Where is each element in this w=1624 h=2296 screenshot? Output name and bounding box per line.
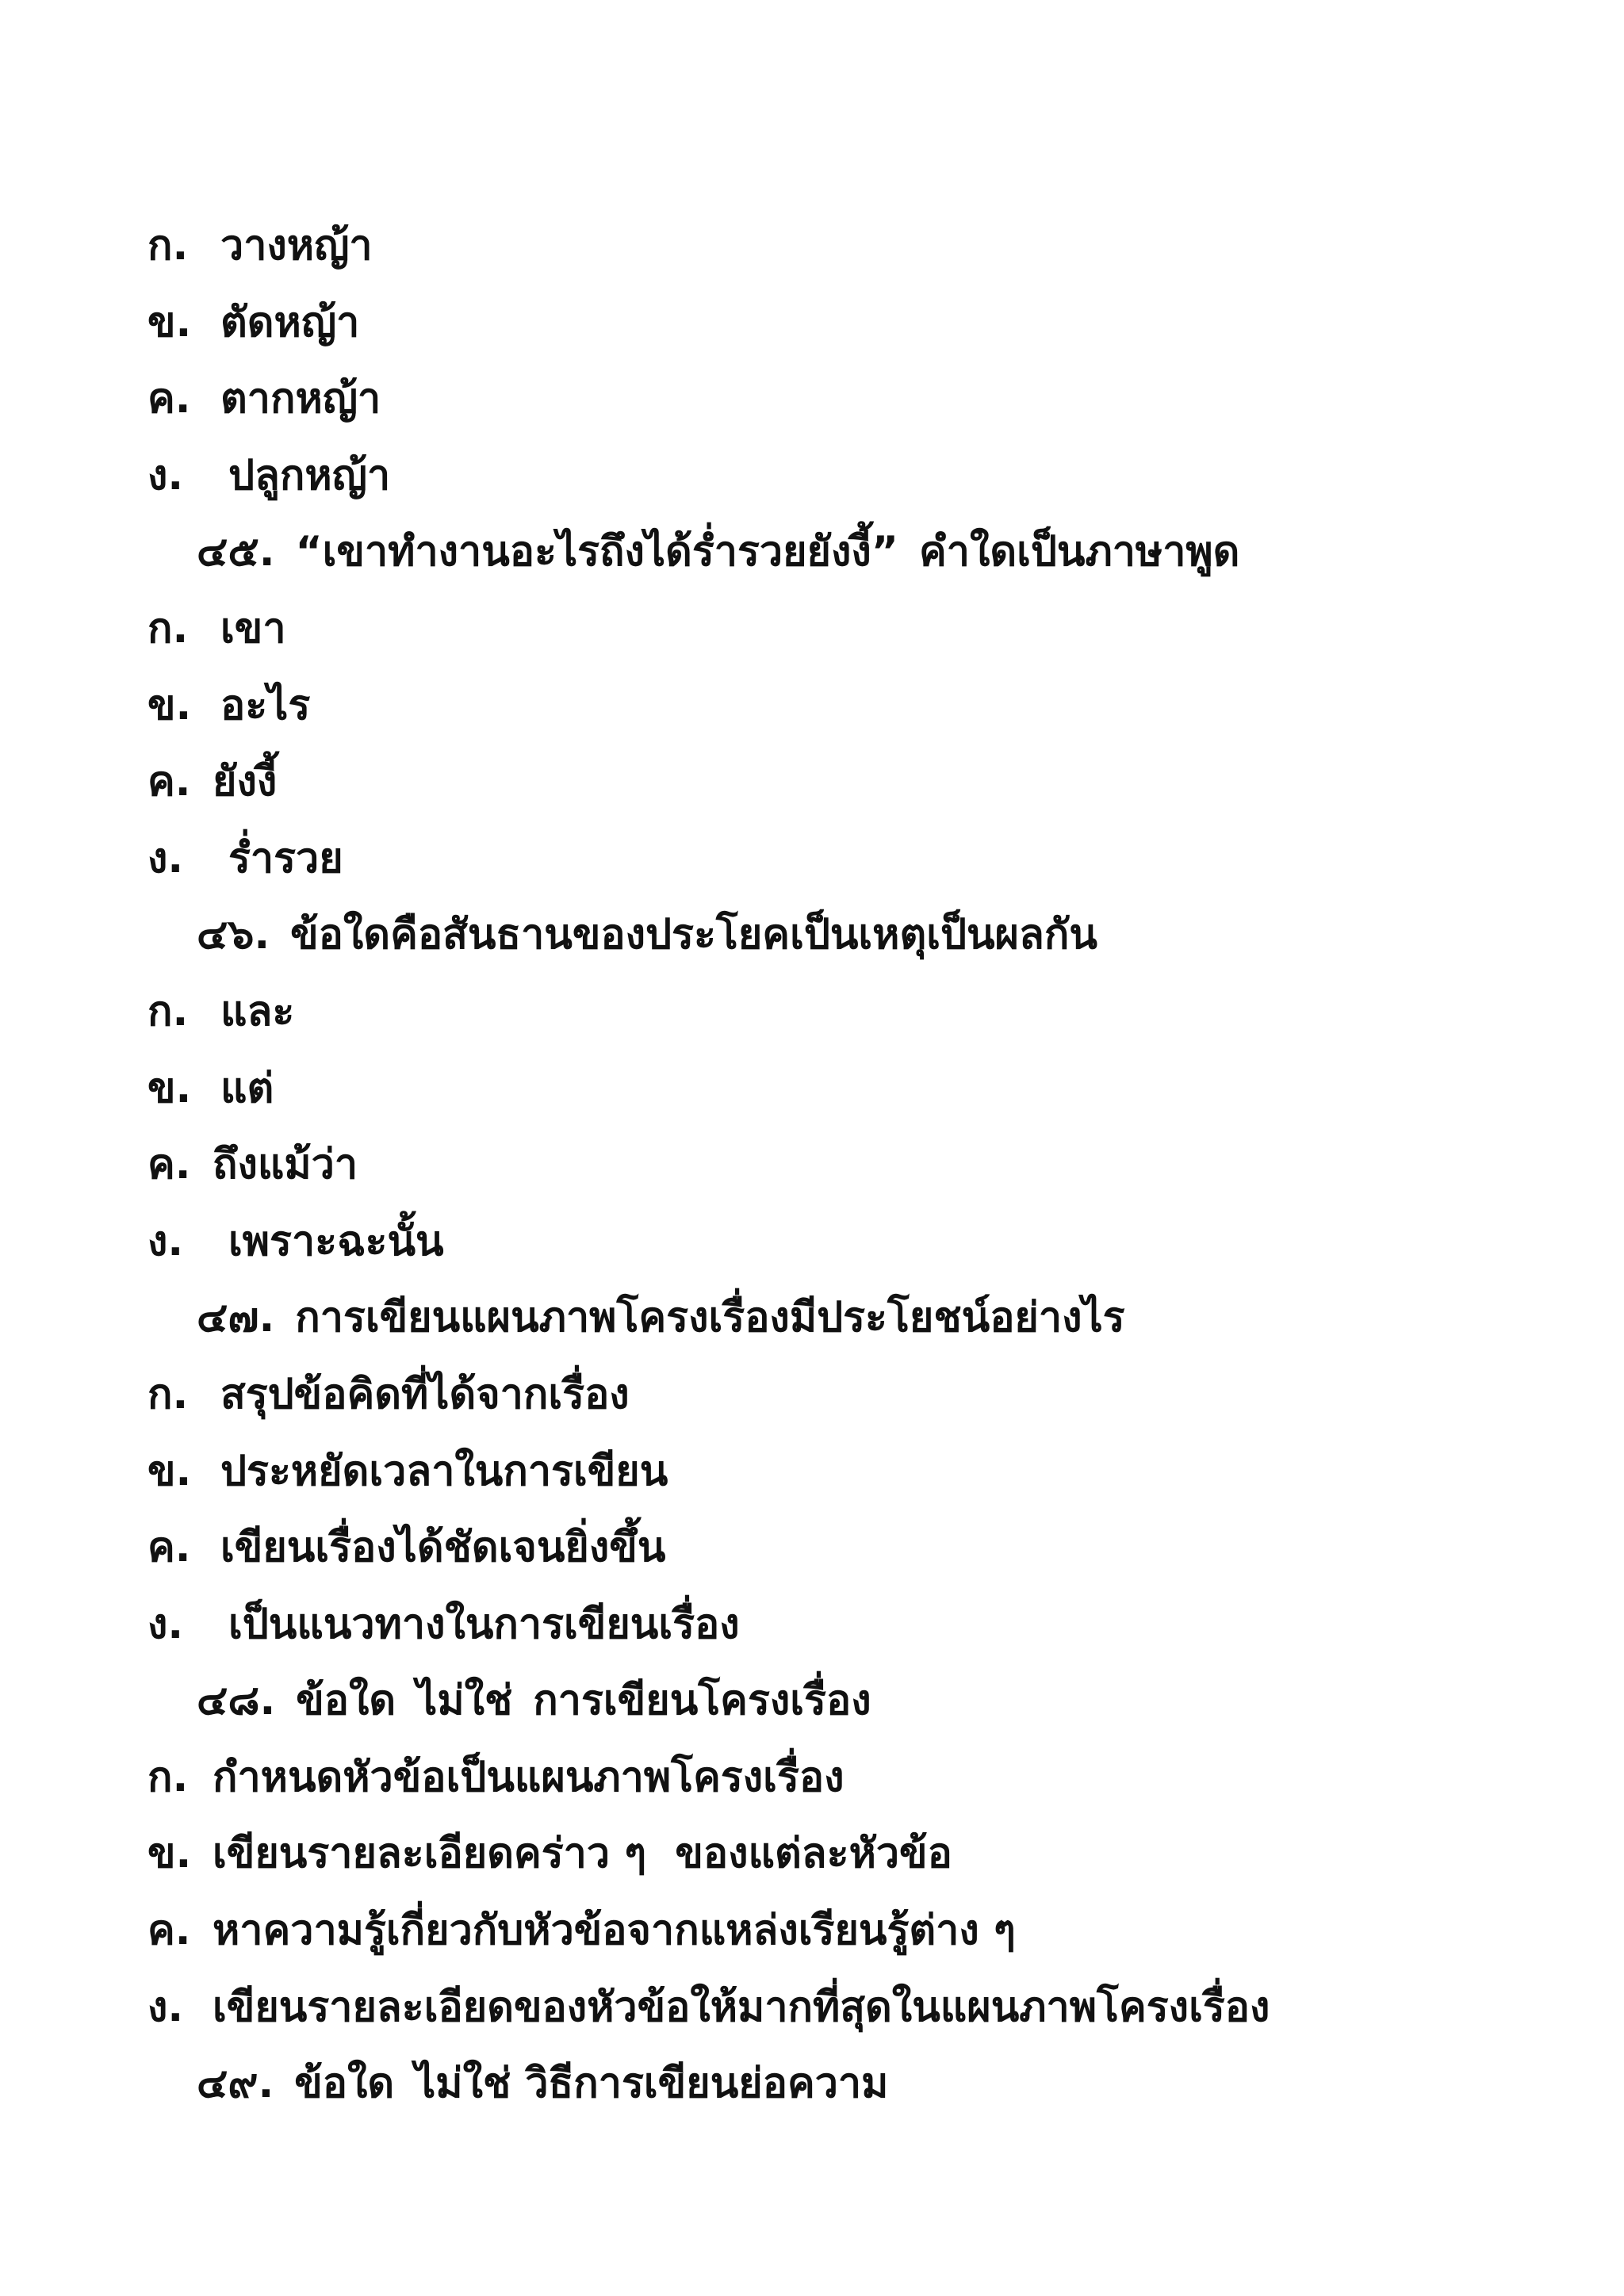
q44-option-b <box>147 285 1543 362</box>
option-text: หาความรู้เกี่ยวกับหัวข้อจากแหล่งเรียนรู้ต่าง ๆ <box>213 1907 1016 1955</box>
q46-option-a <box>147 974 1543 1050</box>
option-text: เขียนรายละเอียดของหัวข้อให้มากที่สุดในแผนภาพโครงเรื่อง <box>213 1983 1270 2031</box>
option-text: วางหญ้า <box>220 222 373 270</box>
option-label: ก. <box>147 222 189 270</box>
question-text: คำใดเป็นภาษาพูด <box>918 528 1240 576</box>
q48-option-d <box>147 1969 1543 2046</box>
question-45 <box>147 514 1543 591</box>
option-text: ตัดหญ้า <box>220 298 360 346</box>
option-label: ง. <box>147 451 184 499</box>
option-text: ร่ำรวย <box>228 834 343 882</box>
q44-option-a <box>147 208 1543 285</box>
option-text: กำหนดหัวข้อเป็นแผนภาพโครงเรื่อง <box>213 1753 845 1801</box>
option-label: ค. <box>147 758 191 806</box>
option-text: และ <box>220 987 295 1035</box>
question-text-part3: การเขียนโครงเรื่อง <box>533 1677 871 1725</box>
option-label: ง. <box>147 1217 184 1265</box>
option-label: ข. <box>147 1447 192 1495</box>
q48-option-a <box>147 1739 1543 1816</box>
option-text: ตากหญ้า <box>220 375 381 423</box>
q47-option-b <box>147 1433 1543 1510</box>
q46-option-c <box>147 1127 1543 1203</box>
question-number: ๔๗. <box>197 1294 275 1342</box>
q45-option-d <box>147 821 1543 897</box>
q44-option-c <box>147 361 1543 438</box>
option-text: เขียนเรื่องได้ชัดเจนยิ่งขึ้น <box>220 1524 666 1572</box>
q45-option-a <box>147 591 1543 668</box>
q48-option-c <box>147 1892 1543 1969</box>
option-label: ข. <box>147 681 192 729</box>
question-47 <box>147 1280 1543 1357</box>
option-label: ค. <box>147 375 191 423</box>
question-text-part1: ข้อใด <box>294 2060 395 2108</box>
question-number: ๔๕. <box>197 528 275 576</box>
option-label: ค. <box>147 1524 191 1572</box>
option-label: ข. <box>147 298 192 346</box>
q44-option-d <box>147 438 1543 515</box>
option-text: สรุปข้อคิดที่ได้จากเรื่อง <box>220 1370 630 1418</box>
question-text: การเขียนแผนภาพโครงเรื่องมีประโยชน์อย่างไร <box>295 1294 1125 1342</box>
option-label: ก. <box>147 1370 189 1418</box>
option-label: ค. <box>147 1141 191 1189</box>
q46-option-d <box>147 1203 1543 1280</box>
question-text-part1: ข้อใด <box>296 1677 396 1725</box>
question-46 <box>147 897 1543 974</box>
q47-option-a <box>147 1357 1543 1433</box>
option-text: ยังงี้ <box>213 758 278 806</box>
q47-option-d <box>147 1586 1543 1663</box>
option-text: ประหยัดเวลาในการเขียน <box>220 1447 668 1495</box>
option-text: อะไร <box>220 681 311 729</box>
q46-option-b <box>147 1050 1543 1127</box>
option-label: ง. <box>147 1600 184 1648</box>
option-label: ข. <box>147 1064 192 1112</box>
question-text-part2: ไม่ใช่ <box>416 1677 513 1725</box>
question-49 <box>147 2045 1543 2122</box>
question-text-part2: ไม่ใช่ วิธีการเขียนย่อความ <box>415 2060 889 2108</box>
question-list <box>147 208 1543 2122</box>
option-label: ง. <box>147 1983 184 2031</box>
question-quote: “เขาทำงานอะไรถึงได้ร่ำรวยยังงี้” <box>295 528 898 576</box>
option-text: ปลูกหญ้า <box>228 451 391 499</box>
question-number: ๔๖. <box>197 911 270 959</box>
q48-option-b <box>147 1816 1543 1892</box>
option-text: เขา <box>220 604 286 652</box>
q47-option-c <box>147 1510 1543 1586</box>
option-text: ถึงแม้ว่า <box>213 1141 358 1189</box>
option-text: แต่ <box>220 1064 274 1112</box>
option-text: เพราะฉะนั้น <box>228 1217 444 1265</box>
q45-option-b <box>147 668 1543 744</box>
q45-option-c <box>147 744 1543 821</box>
question-text: ข้อใดคือสันธานของประโยคเป็นเหตุเป็นผลกัน <box>290 911 1097 959</box>
option-label: ก. <box>147 987 189 1035</box>
option-label: ข. <box>147 1830 192 1878</box>
option-text: เป็นแนวทางในการเขียนเรื่อง <box>228 1600 740 1648</box>
option-label: ค. <box>147 1907 191 1955</box>
option-label: ก. <box>147 1753 189 1801</box>
question-number: ๔๘. <box>197 1677 276 1725</box>
option-label: ก. <box>147 604 189 652</box>
option-text: เขียนรายละเอียดคร่าว ๆ ของแต่ละหัวข้อ <box>213 1830 952 1878</box>
question-48 <box>147 1663 1543 1739</box>
option-label: ง. <box>147 834 184 882</box>
question-number: ๔๙. <box>197 2060 274 2108</box>
